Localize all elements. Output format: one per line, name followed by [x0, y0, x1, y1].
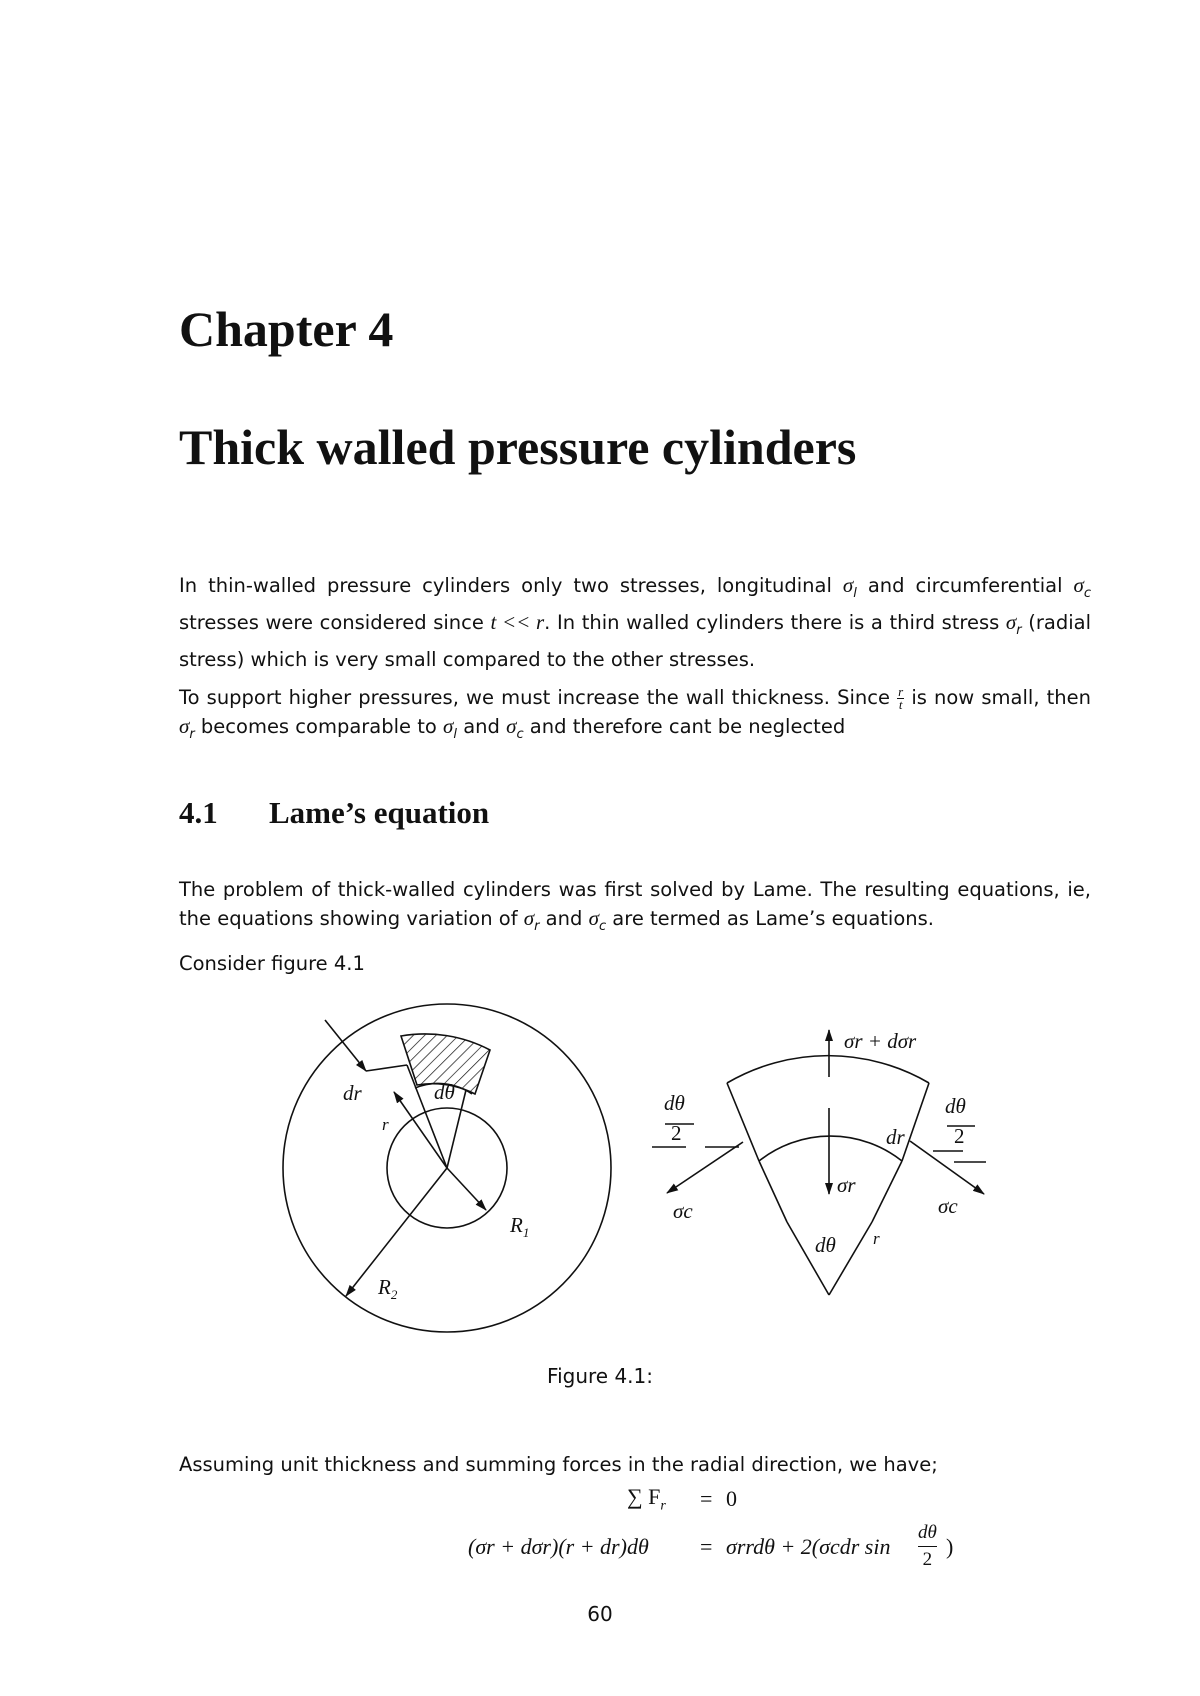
chapter-label: Chapter 4 [179, 301, 394, 357]
equation-1-lhs: ∑ $F_r$ [627, 1484, 666, 1514]
fig-label-sigma-r-plus-dsigma-r: σr + dσr [844, 1029, 917, 1053]
figure-caption: Figure 4.1: [547, 1364, 653, 1388]
fig-label-dr-right: dr [886, 1125, 905, 1149]
section-paragraph-1: The problem of thick-walled cylinders was first solved by Lame. The resulting equations, ie, the equations showing variation of $\sigma_r$ and $\sigma_c$ are termed as Lame’s equations. [179, 878, 1091, 934]
section-paragraph-2: Consider figure 4.1 [179, 952, 365, 975]
equation-2-lhs: (σr + dσr)(r + dr)dθ [468, 1534, 649, 1559]
fig-label-dtheta-half-right-num: dθ [945, 1094, 966, 1118]
fig-label-dr-left: dr [343, 1081, 362, 1105]
equation-1-rhs: 0 [726, 1486, 737, 1511]
equation-2-fraction: dθ 2 [918, 1522, 937, 1570]
intro-paragraph-2: To support higher pressures, we must increase the wall thickness. Since $\frac{r}{t}$ is now small, then $\sigma_r$ becomes comparable to $\sigma_l$ and $\sigma_c$ and therefore cant be neglected [179, 684, 1092, 742]
fig-label-R2: $R_2$ [378, 1275, 398, 1302]
inner-arc [759, 1136, 902, 1161]
fig-label-half-left-den: 2 [671, 1121, 682, 1145]
fig-label-R1: $R_1$ [510, 1213, 530, 1240]
fig-label-sigma-r: σr [837, 1173, 856, 1197]
equation-2-rhs: σrrdθ + 2(σcdr sin [726, 1534, 891, 1559]
chapter-title: Thick walled pressure cylinders [179, 419, 857, 475]
section-number: 4.1 [179, 795, 218, 830]
outer-arc [727, 1056, 929, 1083]
fig-label-sigma-c-left: σc [673, 1199, 693, 1223]
fig-label-dtheta-left: dθ [434, 1080, 455, 1104]
equation-1-equals: = [700, 1486, 713, 1511]
intro-paragraph-1: In thin-walled pressure cylinders only two stresses, longitudinal $\sigma_l$ and circumferential $\sigma_c$ stresses were considered since t << r. In thin walled cylinders there is a third stress $\sigma_r$ (radial stress) which is very small compared to the other stresses. [179, 573, 1091, 671]
equation-2-close: ) [946, 1534, 954, 1559]
fig-label-r-left: r [382, 1115, 389, 1134]
section-title: Lame’s equation [269, 795, 490, 830]
page-number: 60 [587, 1602, 613, 1626]
fig-label-dtheta-half-left-num: dθ [664, 1091, 685, 1115]
fig-label-r-bottom: r [873, 1229, 880, 1248]
fig-label-half-right-den: 2 [954, 1124, 965, 1148]
r-over-t-fraction: $\frac{r}{t}$ [898, 684, 904, 712]
equation-2-equals: = [700, 1534, 713, 1559]
fig-label-sigma-c-right: σc [938, 1194, 958, 1218]
section-paragraph-3: Assuming unit thickness and summing forces in the radial direction, we have; [179, 1453, 938, 1476]
fig-label-dtheta-bottom: dθ [815, 1233, 836, 1257]
